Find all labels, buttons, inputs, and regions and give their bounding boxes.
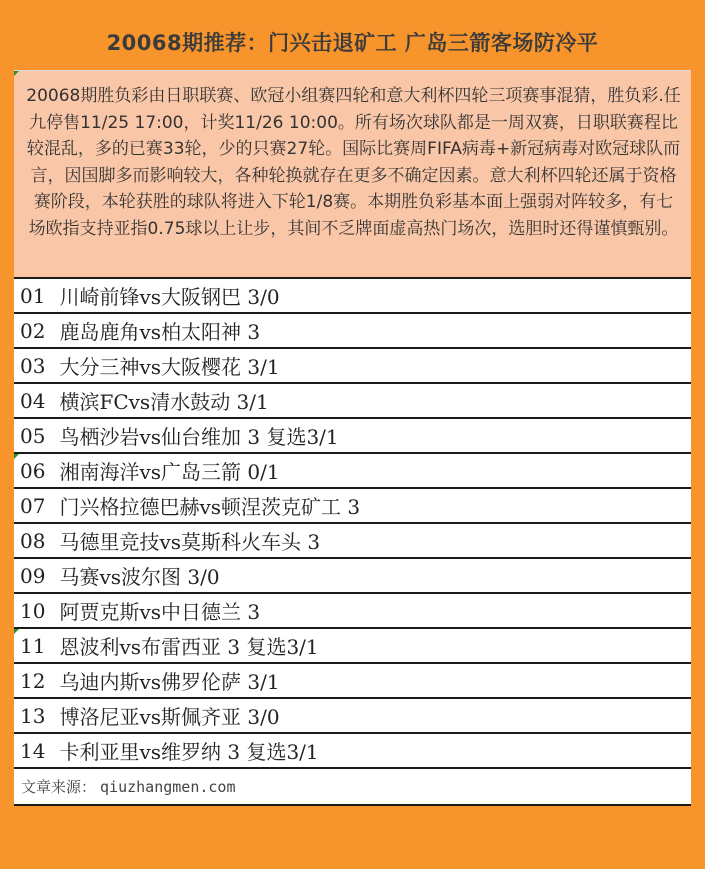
cell-marker-icon	[14, 454, 19, 459]
match-prediction: 博洛尼亚vs斯佩齐亚 3/0	[59, 705, 280, 729]
table-row	[14, 629, 691, 664]
match-number: 13	[20, 703, 46, 728]
match-prediction: 乌迪内斯vs佛罗伦萨 3/1	[59, 670, 280, 694]
match-number: 08	[20, 528, 46, 553]
match-prediction: 卡利亚里vs维罗纳 3 复选3/1	[59, 740, 319, 764]
table-row	[14, 524, 691, 559]
table-row	[14, 384, 691, 419]
source-label: 文章来源：	[21, 778, 97, 796]
match-prediction: 马赛vs波尔图 3/0	[59, 565, 220, 589]
table-row	[14, 559, 691, 594]
match-number: 12	[20, 668, 46, 693]
match-prediction: 阿贾克斯vs中日德兰 3	[59, 600, 261, 624]
table-row	[14, 349, 691, 384]
intro-text: 20068期胜负彩由日职联赛、欧冠小组赛四轮和意大利杯四轮三项赛事混猜，胜负彩.任九停售11/25 17:00，计奖11/26 10:00。所有场次球队都是一周双赛，日职联赛程比较混乱，多的已赛33轮，少的只赛27轮。国际比赛周FIFA病毒+新冠病毒对欧冠球队而言，因国脚多而影响较大，各种轮换就存在更多不确定因素。意大利杯四轮还属于资格赛阶段，本轮获胜的球队将进入下轮1/8赛。本期胜负彩基本面上强弱对阵较多，有七场欧指支持亚指0.75球以上让步，其间不乏牌面虚高热门场次，选胆时还得谨慎甄别。	[26, 86, 681, 239]
match-number: 07	[20, 493, 46, 518]
table-row	[14, 699, 691, 734]
match-prediction: 门兴格拉德巴赫vs顿涅茨克矿工 3	[59, 495, 361, 519]
match-prediction: 横滨FCvs清水鼓动 3/1	[59, 390, 269, 414]
intro-box	[14, 71, 691, 279]
article-frame	[14, 14, 691, 859]
match-number: 04	[20, 388, 46, 413]
cell-marker-icon	[14, 629, 19, 634]
page-title: 20068期推荐：门兴击退矿工 广岛三箭客场防冷平	[106, 31, 599, 55]
prediction-list	[14, 279, 691, 806]
match-prediction: 马德里竞技vs莫斯科火车头 3	[59, 530, 321, 554]
source-url: qiuzhangmen.com	[100, 777, 236, 796]
article-source	[14, 769, 691, 806]
match-prediction: 鹿岛鹿角vs柏太阳神 3	[59, 320, 261, 344]
match-prediction: 恩波利vs布雷西亚 3 复选3/1	[59, 635, 319, 659]
match-prediction: 大分三神vs大阪樱花 3/1	[59, 355, 280, 379]
cell-marker-icon	[14, 71, 19, 76]
match-number: 06	[20, 458, 46, 483]
table-row	[14, 279, 691, 314]
match-prediction: 川崎前锋vs大阪钢巴 3/0	[59, 285, 280, 309]
table-row	[14, 314, 691, 349]
table-row	[14, 419, 691, 454]
match-number: 10	[20, 598, 46, 623]
match-number: 01	[20, 283, 46, 308]
table-row	[14, 664, 691, 699]
table-row	[14, 594, 691, 629]
match-prediction: 鸟栖沙岩vs仙台维加 3 复选3/1	[59, 425, 339, 449]
match-number: 03	[20, 353, 46, 378]
match-number: 05	[20, 423, 46, 448]
match-number: 02	[20, 318, 46, 343]
match-number: 11	[20, 633, 46, 658]
table-row	[14, 454, 691, 489]
table-row	[14, 734, 691, 769]
table-row	[14, 489, 691, 524]
match-number: 09	[20, 563, 46, 588]
header	[14, 14, 691, 71]
match-number: 14	[20, 738, 46, 763]
match-prediction: 湘南海洋vs广岛三箭 0/1	[59, 460, 280, 484]
